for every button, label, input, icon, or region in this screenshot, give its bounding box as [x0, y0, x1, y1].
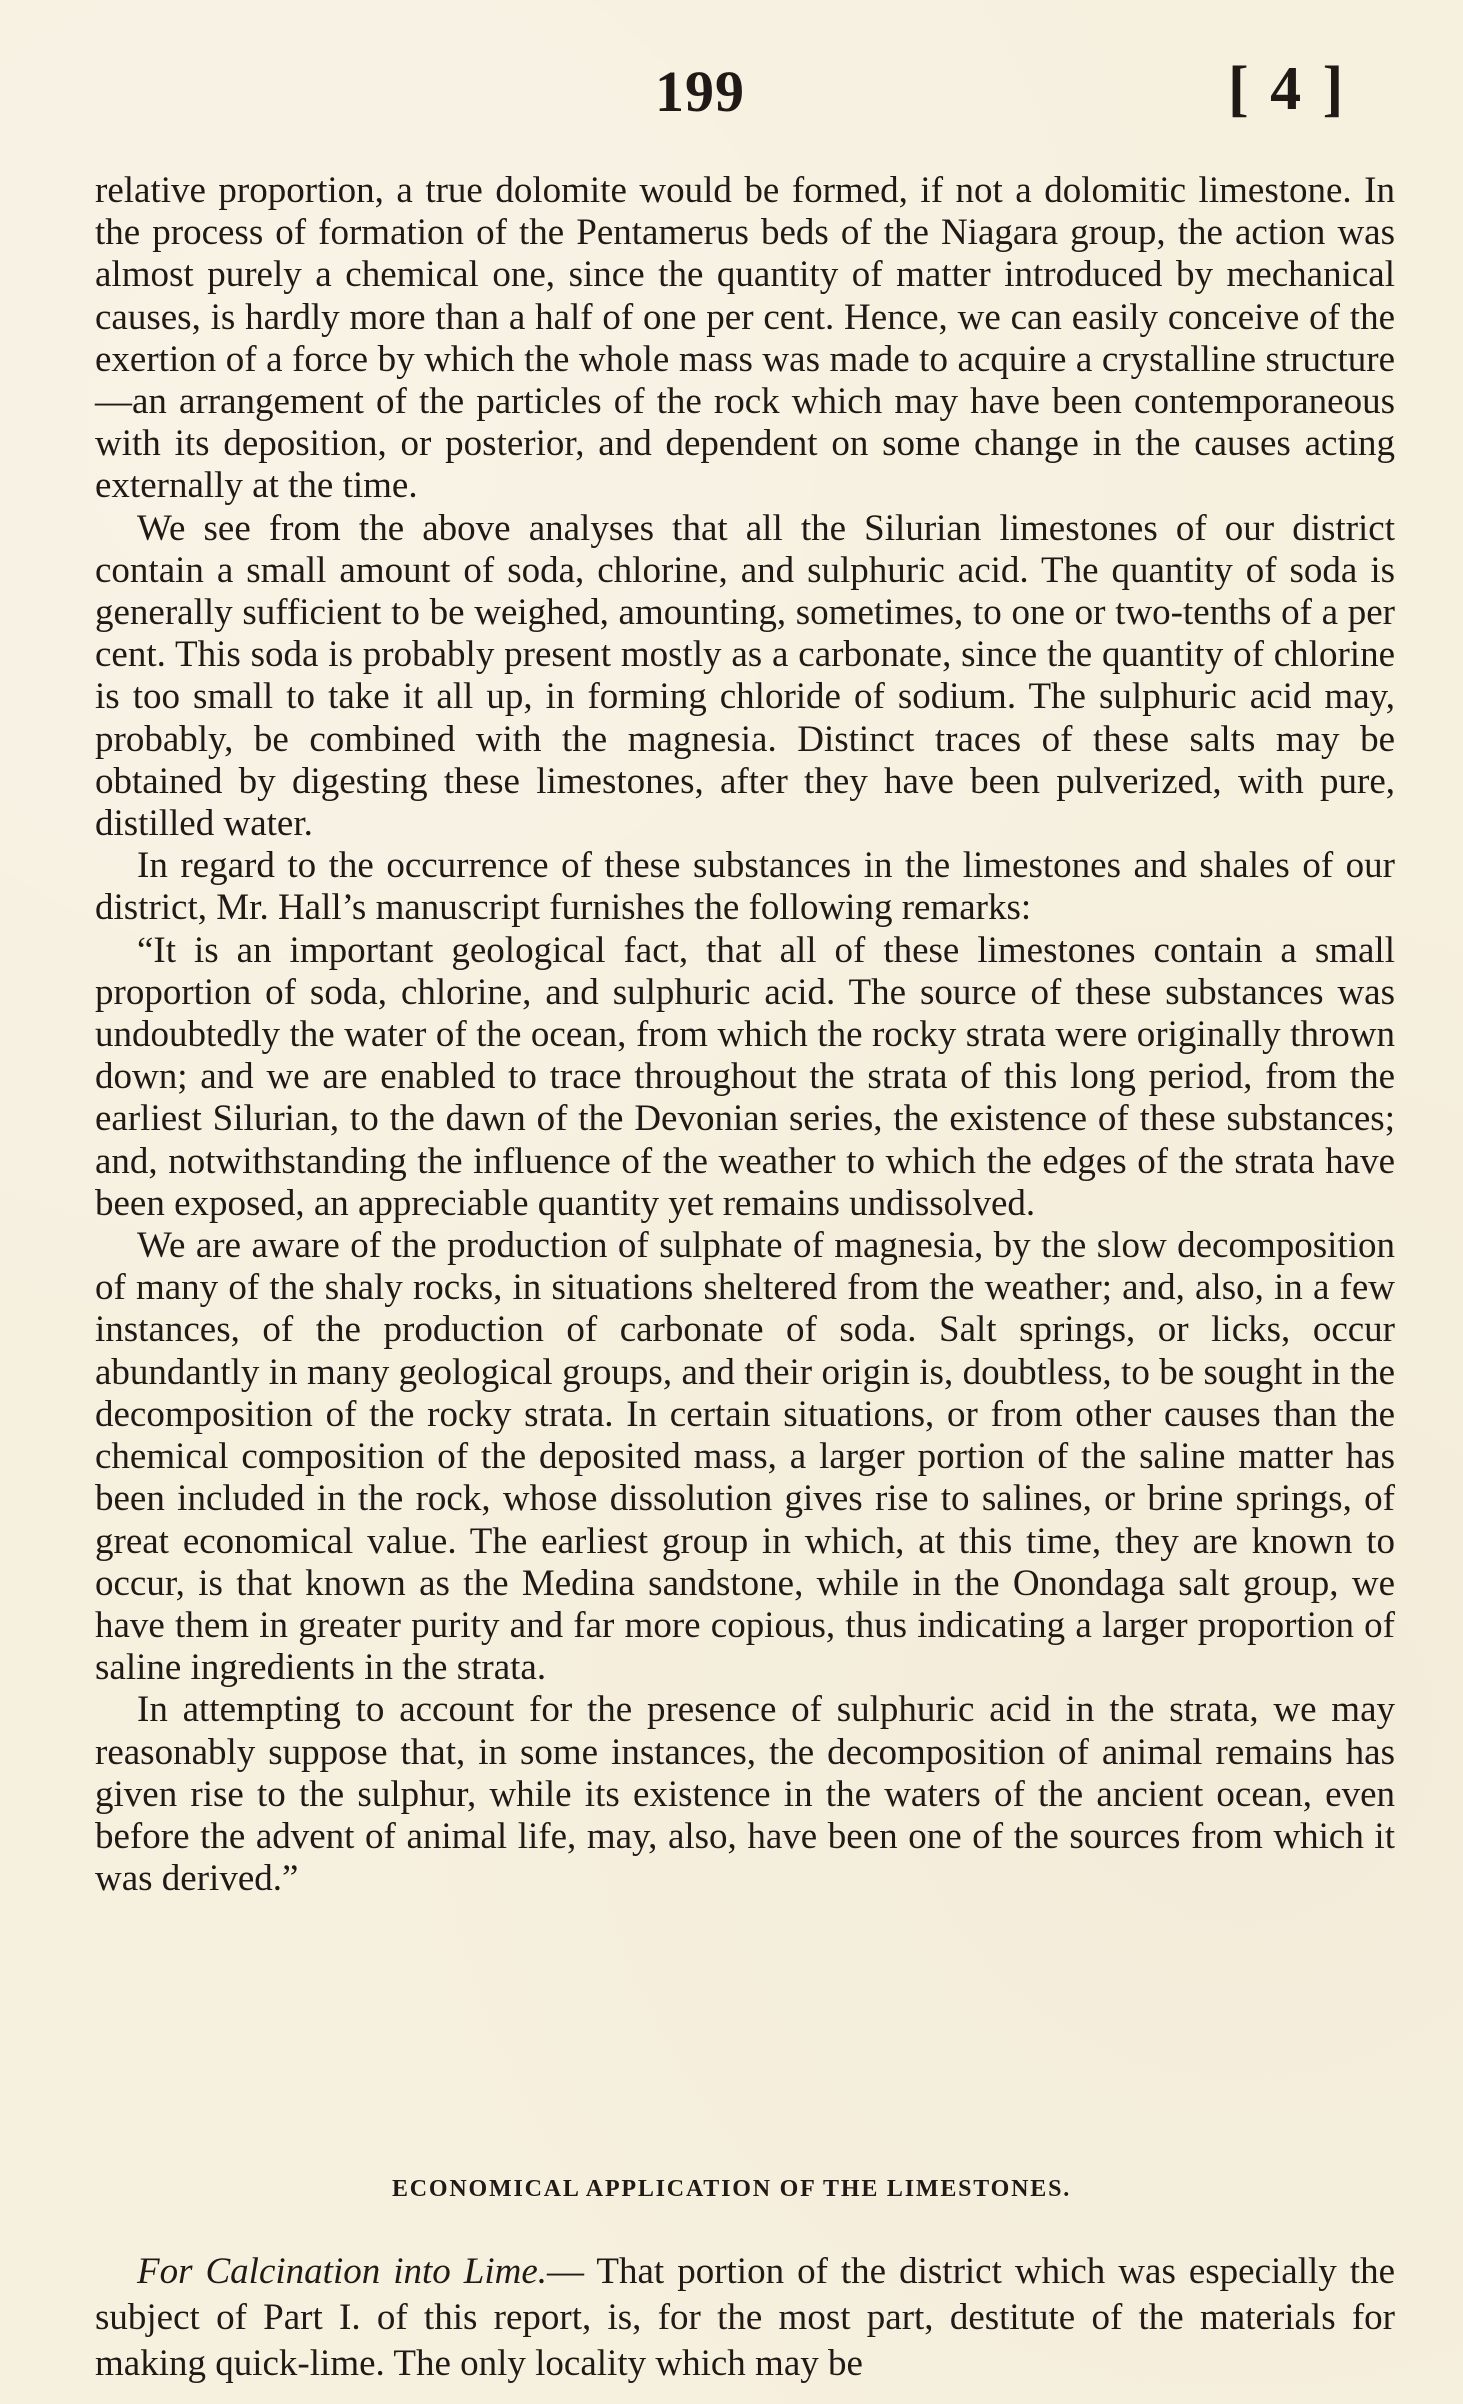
quoted-paragraph-2: We are aware of the production of sulphate of magnesia, by the slow decomposition of many of the shaly rocks, in situations sheltered from the weather; and, also, in a few instances, of the production of carbonate of soda. Salt springs, or licks, occur abundantly in many geological groups, and their origin is, doubtless, to be sought in the decomposition of the rocky strata. In certain situations, or from other causes than the chemical composition of the deposited mass, a larger portion of the saline matter has been included in the rock, whose dissolution gives rise to salines, or brine springs, of great economical value. The earliest group in which, at this time, they are known to occur, is that known as the Medina sandstone, while in the Onondaga salt group, we have them in greater purity and far more copious, thus indicating a larger proportion of saline ingredients in the strata.: [95, 1225, 1395, 1689]
paragraph-2: We see from the above analyses that all the Silurian limestones of our district contain a small amount of soda, chlorine, and sulphuric acid. The quantity of soda is generally sufficient to be weighed, amounting, sometimes, to one or two-tenths of a per cent. This soda is probably present mostly as a carbonate, since the quantity of chlorine is too small to take it all up, in forming chloride of sodium. The sulphuric acid may, probably, be combined with the magnesia. Distinct traces of these salts may be obtained by digesting these limestones, after they have been pulverized, with pure, distilled water.: [95, 507, 1395, 845]
final-text: [95, 2249, 1395, 2387]
section-mark: [ 4 ]: [1228, 55, 1347, 123]
paragraph-3: In regard to the occurrence of these substances in the limestones and shales of our district, Mr. Hall’s manuscript furnishes the following remarks:: [95, 845, 1395, 929]
section-title: ECONOMICAL APPLICATION OF THE LIMESTONES.: [391, 2176, 1072, 2202]
final-paragraph: [95, 2249, 1395, 2387]
quoted-paragraph-3: In attempting to account for the presence of sulphuric acid in the strata, we may reasonably suppose that, in some instances, the decomposition of animal remains has given rise to the sulphur, while its existence in the waters of the ancient ocean, even before the advent of animal life, may, also, have been one of the sources from which it was derived.”: [95, 1689, 1395, 1900]
page-header: [0, 55, 1463, 128]
quoted-paragraph-1: “It is an important geological fact, that all of these limestones contain a small proportion of soda, chlorine, and sulphuric acid. The source of these substances was undoubtedly the water of the ocean, from which the rocky strata were originally thrown down; and we are enabled to trace throughout the strata of this long period, from the earliest Silurian, to the dawn of the Devonian series, the existence of these substances; and, notwithstanding the influence of the weather to which the edges of the strata have been exposed, an appreciable quantity yet remains undissolved.: [95, 929, 1395, 1224]
page-number: 199: [655, 59, 745, 124]
final-paragraph-body: — That portion of the district which was especially the subject of Part I. of this report, is, for the most part, destitute of the materials for making quick-lime. The only locality which may be: [95, 2251, 1395, 2384]
main-text: [95, 170, 1395, 1900]
paragraph-1: relative proportion, a true dolomite would be formed, if not a dolomitic limestone. In the process of formation of the Pentamerus beds of the Niagara group, the action was almost purely a chemical one, since the quantity of matter introduced by mechanical causes, is hardly more than a half of one per cent. Hence, we can easily conceive of the exertion of a force by which the whole mass was made to acquire a crystalline structure—an arrangement of the particles of the rock which may have been contemporaneous with its deposition, or posterior, and dependent on some change in the causes acting externally at the time.: [95, 170, 1395, 507]
final-paragraph-lead: For Calcination into Lime.: [137, 2251, 548, 2292]
